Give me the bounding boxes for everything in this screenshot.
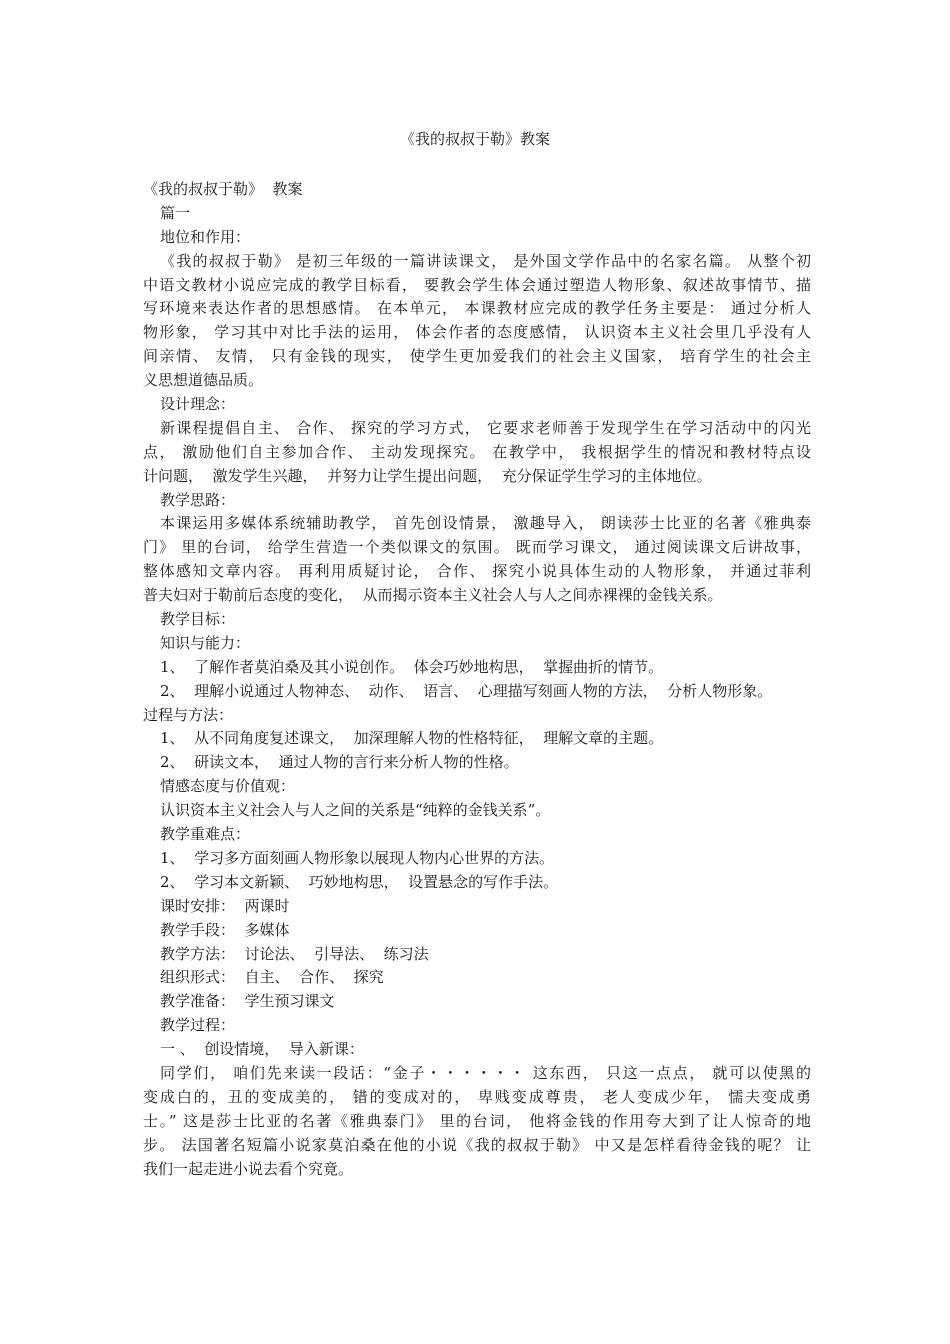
page-title: 《我的叔叔于勒》教案 bbox=[399, 130, 550, 148]
text-line: 知识与能力： bbox=[160, 633, 251, 652]
document-body bbox=[143, 178, 811, 1181]
text-line: 设计理念： bbox=[160, 395, 236, 414]
text-line: 1、 学习多方面刻画人物形象以展现人物内心世界的方法。 bbox=[160, 848, 555, 867]
text-line: 课时安排： 两课时 bbox=[160, 896, 290, 915]
text-line: 义思想道德品质。 bbox=[143, 371, 264, 390]
text-line: 篇一 bbox=[160, 203, 191, 222]
text-line: 2、 研读文本， 通过人物的言行来分析人物的性格。 bbox=[160, 753, 519, 772]
text-line: 教学重难点： bbox=[160, 825, 251, 844]
text-line: 《我的叔叔于勒》 是初三年级的一篇讲读课文， 是外国文学作品中的名家名篇。 从整个初 bbox=[160, 251, 811, 270]
text-line: 计问题， 激发学生兴趣， 并努力让学生提出问题， 充分保证学生学习的主体地位。 bbox=[143, 466, 712, 485]
text-line: 普夫妇对于勒前后态度的变化， 从而揭示资本主义社会人与人之间赤裸裸的金钱关系。 bbox=[143, 586, 723, 605]
text-line: 教学过程： bbox=[160, 1016, 236, 1035]
text-line: 新课程提倡自主、 合作、 探究的学习方式， 它要求老师善于发现学生在学习活动中的闪光 bbox=[160, 418, 811, 437]
text-line: 间亲情、 友情， 只有金钱的现实， 使学生更加爱我们的社会主义国家， 培育学生的社会主 bbox=[143, 347, 811, 366]
text-line: 教学方法： 讨论法、 引导法、 练习法 bbox=[160, 944, 429, 963]
text-line: 我们一起走进小说去看个究竟。 bbox=[143, 1159, 354, 1178]
text-line: 写环境来表达作者的思想感情。 在本单元， 本课教材应完成的教学任务主要是： 通过分析人 bbox=[143, 299, 811, 318]
text-line: 2、 学习本文新颖、 巧妙地构思， 设置悬念的写作手法。 bbox=[160, 872, 559, 891]
text-line: 1、 从不同角度复述课文， 加深理解人物的性格特征， 理解文章的主题。 bbox=[160, 729, 664, 748]
text-line: 教学思路： bbox=[160, 490, 236, 509]
text-line: 同学们， 咱们先来读一段话：“金子・・・・・・ 这东西， 只这一点点， 就可以使黑的 bbox=[160, 1063, 811, 1082]
text-line: 1、 了解作者莫泊桑及其小说创作。 体会巧妙地构思， 掌握曲折的情节。 bbox=[160, 657, 664, 676]
text-line: 教学手段： 多媒体 bbox=[160, 920, 290, 939]
text-line: 本课运用多媒体系统辅助教学， 首先创设情景， 激趣导入， 朗读莎士比亚的名著《雅典泰 bbox=[160, 514, 811, 533]
text-line: 士。” 这是莎士比亚的名著《雅典泰门》 里的台词， 他将金钱的作用夸大到了让人惊奇的地 bbox=[143, 1111, 811, 1130]
text-line: 过程与方法： bbox=[143, 705, 234, 724]
text-line: 地位和作用： bbox=[160, 227, 251, 246]
text-line: 点， 激励他们自主参加合作、 主动发现探究。 在教学中， 我根据学生的情况和教材特点设 bbox=[143, 442, 811, 461]
text-line: 中语文教材小说应完成的教学目标看， 要教会学生体会通过塑造人物形象、叙述故事情节、描 bbox=[143, 275, 811, 294]
text-line: 组织形式： 自主、 合作、 探究 bbox=[160, 968, 384, 987]
text-line: 2、 理解小说通过人物神态、 动作、 语言、 心理描写刻画人物的方法， 分析人物形象。 bbox=[160, 681, 773, 700]
text-line: 认识资本主义社会人与人之间的关系是“纯粹的金钱关系”。 bbox=[160, 801, 551, 820]
text-line: 整体感知文章内容。 再利用质疑讨论， 合作、 探究小说具体生动的人物形象， 并通过菲利 bbox=[143, 562, 811, 581]
text-line: 变成白的，丑的变成美的， 错的变成对的， 卑贱变成尊贵， 老人变成少年， 懦夫变成勇 bbox=[143, 1087, 811, 1106]
text-line: 《我的叔叔于勒》 教案 bbox=[143, 180, 303, 198]
text-line: 步。 法国著名短篇小说家莫泊桑在他的小说《我的叔叔于勒》 中又是怎样看待金钱的呢？ 让 bbox=[143, 1135, 811, 1154]
text-line: 一 、 创设情境， 导入新课： bbox=[160, 1040, 364, 1059]
text-line: 教学目标： bbox=[160, 610, 236, 629]
text-line: 教学准备： 学生预习课文 bbox=[160, 992, 335, 1011]
text-line: 物形象， 学习其中对比手法的运用， 体会作者的态度感情， 认识资本主义社会里几乎没有人 bbox=[143, 323, 811, 342]
text-line: 情感态度与价值观： bbox=[160, 777, 296, 796]
text-line: 门》 里的台词， 给学生营造一个类似课文的氛围。 既而学习课文， 通过阅读课文后讲故事， bbox=[143, 538, 811, 557]
